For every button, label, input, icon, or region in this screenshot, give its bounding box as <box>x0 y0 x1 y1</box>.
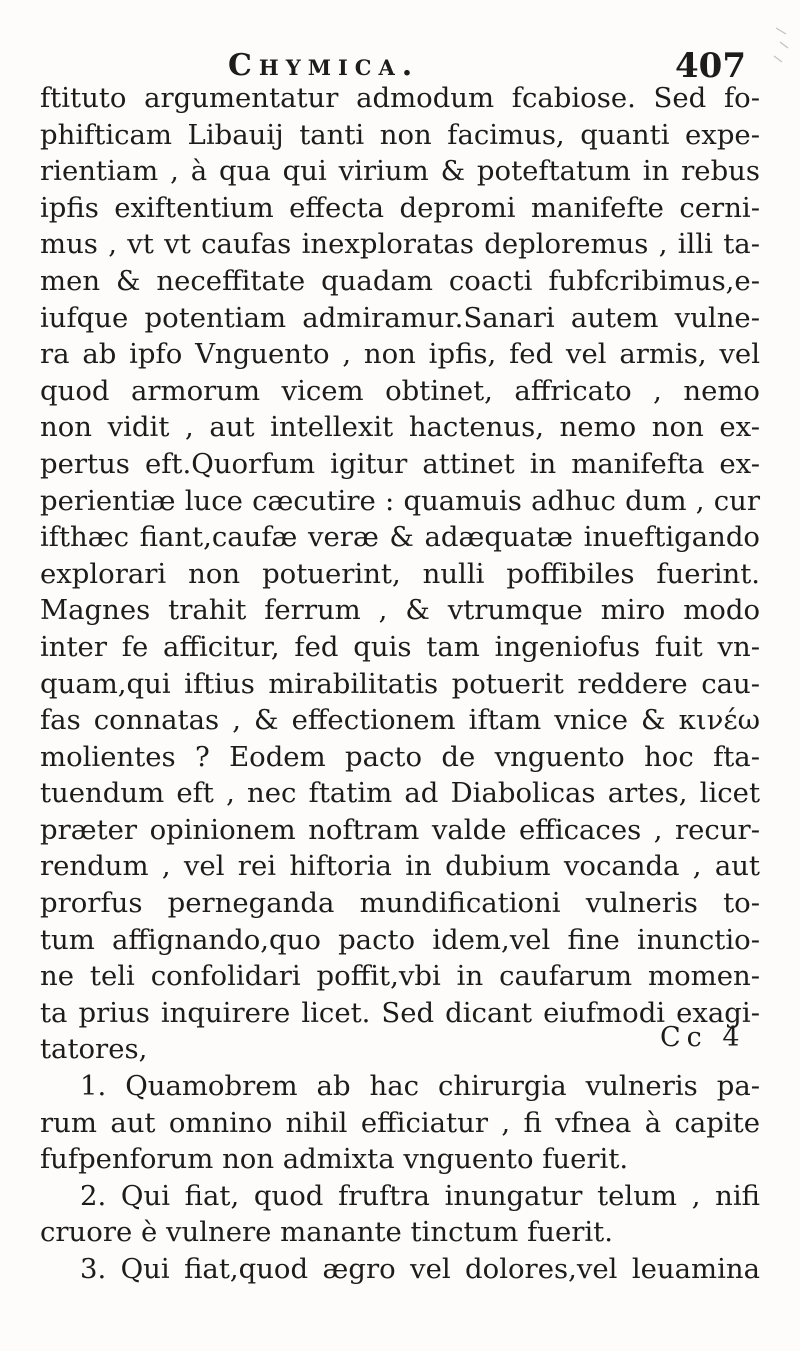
text-line: mus , vt vt caufas inexploratas deploremus , illi ta- <box>40 228 760 261</box>
text-line: ne teli confolidari poffit,vbi in caufarum momen- <box>40 960 760 993</box>
text-line: fas connatas , & effectionem iftam vnice & κινέω <box>40 704 760 737</box>
text-line: ta prius inquirere licet. Sed dicant eiufmodi exagi- <box>40 996 760 1029</box>
text-line: inter fe afficitur, fed quis tam ingeniofus fuit vn- <box>40 630 760 663</box>
text-line: ra ab ipfo Vnguento , non ipfis, fed vel armis, vel <box>40 338 760 371</box>
text-line: molientes ? Eodem pacto de vnguento hoc fta- <box>40 740 760 773</box>
numbered-item: 3. Qui fiat,quod ægro vel dolores,vel leuamina <box>80 1253 760 1285</box>
text-line: tatores, <box>40 1033 148 1066</box>
text-line: cruore è vulnere manante tinctum fuerit. <box>40 1216 613 1249</box>
text-line: pertus eft.Quorfum igitur attinet in manifefta ex- <box>40 447 760 480</box>
text-line: rendum , vel rei hiftoria in dubium vocanda , aut <box>40 850 760 883</box>
text-line: tum affignando,quo pacto idem,vel fine inunctio- <box>40 923 760 956</box>
text-line: Magnes trahit ferrum , & vtrumque miro modo <box>40 594 760 627</box>
text-line: prorfus perneganda mundificationi vulneris to- <box>40 887 760 920</box>
text-line: explorari non potuerint, nulli poffibiles fuerint. <box>40 557 760 590</box>
page-number: 407 <box>675 46 746 86</box>
text-line: ftituto argumentatur admodum fcabiose. Sed fo- <box>40 82 760 114</box>
text-line: fufpenforum non admixta vnguento fuerit. <box>40 1143 629 1176</box>
text-line: ipfis exiftentium effecta depromi manifefte cerni- <box>40 191 760 224</box>
text-line: ifthæc fiant,caufæ veræ & adæquatæ inueftigando <box>40 521 760 554</box>
text-line: præter opinionem noftram valde efficaces , recur- <box>40 813 760 846</box>
text-line: non vidit , aut intellexit hactenus, nemo non ex- <box>40 411 760 444</box>
body-text <box>40 80 760 1288</box>
text-line: phifticam Libauij tanti non facimus, quanti expe- <box>40 118 760 151</box>
text-line: perientiæ luce cæcutire : quamuis adhuc dum , cur <box>40 484 760 517</box>
numbered-item: 2. Qui fiat, quod fruftra inungatur telum , nifi <box>80 1179 760 1212</box>
text-line: rientiam , à qua qui virium & poteftatum in rebus <box>40 155 760 188</box>
margin-mark-icon <box>772 22 792 82</box>
text-line: quam,qui iftius mirabilitatis potuerit reddere cau- <box>40 667 760 700</box>
catchword: Cc 4 <box>660 1022 746 1053</box>
text-line: iufque potentiam admiramur.Sanari autem vulne- <box>40 301 760 334</box>
running-title: Chymica. <box>228 48 420 83</box>
text-line: quod armorum vicem obtinet, affricato , nemo <box>40 374 760 407</box>
text-line: men & neceffitate quadam coacti fubfcribimus,e- <box>40 264 760 297</box>
text-line: rum aut omnino nihil efficiatur , fi vfnea à capite <box>40 1106 760 1139</box>
text-line: tuendum eft , nec ftatim ad Diabolicas artes, licet <box>40 777 760 810</box>
numbered-item: 1. Quamobrem ab hac chirurgia vulneris pa- <box>80 1070 760 1103</box>
